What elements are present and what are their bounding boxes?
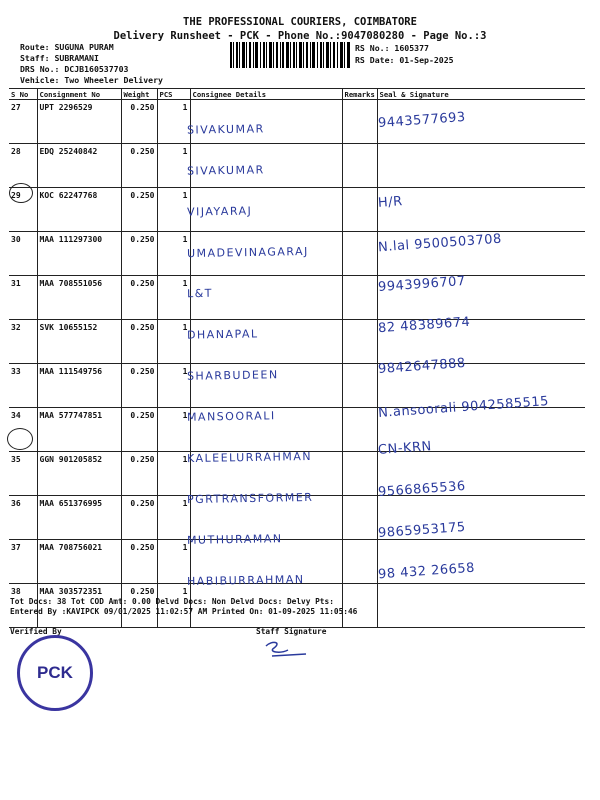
remarks-cell [342, 144, 377, 188]
pcs-cell: 1 [157, 584, 190, 628]
handwritten-signature: 9443577693 [377, 109, 467, 132]
sno-cell: 28 [9, 144, 37, 188]
remarks-cell [342, 584, 377, 628]
consignment-cell: EDQ 25240842 [37, 144, 121, 188]
weight-cell: 0.250 [121, 364, 157, 408]
sno-cell: 30 [9, 232, 37, 276]
weight-cell: 0.250 [121, 408, 157, 452]
verified-by-label: Verified By [10, 627, 62, 636]
sno-cell: 37 [9, 540, 37, 584]
remarks-cell [342, 100, 377, 144]
handwritten-consignee: SHARBUDEEN [186, 368, 279, 383]
signature-cell [377, 144, 585, 188]
col-pcs: PCS [157, 89, 190, 100]
weight-cell: 0.250 [121, 232, 157, 276]
table-row [9, 188, 585, 232]
sno-cell: 38 [9, 584, 37, 628]
consignment-cell: MAA 708551056 [37, 276, 121, 320]
consignment-cell: MAA 577747851 [37, 408, 121, 452]
handwritten-consignee: UMADEVINAGARAJ [186, 244, 309, 261]
pcs-cell: 1 [157, 320, 190, 364]
sno-circle-mark [9, 183, 33, 203]
remarks-cell [342, 232, 377, 276]
handwritten-signature: 9943996707 [377, 273, 467, 296]
consignee-cell [190, 320, 342, 364]
col-weight: Weight [121, 89, 157, 100]
table-row [9, 276, 585, 320]
sno-cell: 33 [9, 364, 37, 408]
consignment-cell: UPT 2296529 [37, 100, 121, 144]
handwritten-consignee: MANSOORALI [186, 409, 276, 424]
pck-stamp: PCK [17, 635, 93, 711]
handwritten-signature: N.ansoorali 9042585515 [377, 394, 550, 421]
vehicle-label: Vehicle: Two Wheeler Delivery [20, 75, 163, 85]
consignment-cell: MAA 111297300 [37, 232, 121, 276]
handwritten-consignee: SIVAKUMAR [186, 163, 265, 178]
drs-label: DRS No.: DCJB160537703 [20, 64, 129, 74]
handwritten-consignee: MUTHURAMAN [186, 532, 283, 547]
table-header-row [9, 89, 585, 100]
company-title: THE PROFESSIONAL COURIERS, COIMBATORE [183, 16, 417, 28]
weight-cell: 0.250 [121, 540, 157, 584]
remarks-cell [342, 320, 377, 364]
runsheet-table [9, 88, 585, 628]
staff-label: Staff: SUBRAMANI [20, 53, 99, 63]
sno-cell: 27 [9, 100, 37, 144]
handwritten-consignee: VIJAYARAJ [186, 204, 253, 219]
sno-cell: 31 [9, 276, 37, 320]
consignment-cell: MAA 303572351 [37, 584, 121, 628]
handwritten-signature: 98 432 26658 [377, 560, 476, 583]
rs-no-label: RS No.: 1605377 [355, 43, 429, 53]
barcode [230, 42, 350, 68]
table-row [9, 320, 585, 364]
handwritten-signature: 9842647888 [377, 355, 467, 378]
handwritten-signature: CN-KRN [377, 439, 433, 458]
table-row [9, 100, 585, 144]
consignment-cell: SVK 10655152 [37, 320, 121, 364]
staff-signature-label: Staff Signature [256, 627, 327, 636]
sno-cell: 29 [9, 188, 37, 232]
table-row [9, 144, 585, 188]
handwritten-signature: 82 48389674 [377, 314, 471, 337]
consignee-cell [190, 100, 342, 144]
weight-cell: 0.250 [121, 100, 157, 144]
remarks-cell [342, 188, 377, 232]
runsheet-subtitle: Delivery Runsheet - PCK - Phone No.:9047080280 - Page No.:3 [113, 30, 487, 42]
pcs-cell: 1 [157, 144, 190, 188]
sno-cell: 32 [9, 320, 37, 364]
handwritten-consignee: DHANAPAL [186, 327, 259, 342]
totals-line: Tot Docs: 38 Tot COD Amt: 0.00 Delvd Docs: Non Delvd Docs: Delvy Pts: [10, 597, 334, 606]
remarks-cell [342, 364, 377, 408]
weight-cell: 0.250 [121, 584, 157, 628]
pcs-cell: 1 [157, 408, 190, 452]
col-consignee: Consignee Details [190, 89, 342, 100]
weight-cell: 0.250 [121, 320, 157, 364]
weight-cell: 0.250 [121, 496, 157, 540]
pcs-cell: 1 [157, 188, 190, 232]
consignment-cell: KOC 62247768 [37, 188, 121, 232]
route-label: Route: SUGUNA PURAM [20, 42, 114, 52]
col-sno: S No [9, 89, 37, 100]
consignment-cell: MAA 651376995 [37, 496, 121, 540]
weight-cell: 0.250 [121, 452, 157, 496]
consignment-cell: GGN 901205852 [37, 452, 121, 496]
consignment-cell: MAA 708756021 [37, 540, 121, 584]
remarks-cell [342, 452, 377, 496]
signature-cell [377, 584, 585, 628]
handwritten-signature: 9566865536 [377, 478, 467, 501]
remarks-cell [342, 496, 377, 540]
handwritten-consignee: KALEELURRAHMAN [186, 449, 313, 466]
signature-cell [377, 188, 585, 232]
handwritten-signature: 9865953175 [377, 519, 467, 542]
handwritten-consignee: L&T [186, 286, 214, 301]
handwritten-consignee: HABIBURRAHMAN [186, 572, 305, 589]
pcs-cell: 1 [157, 232, 190, 276]
consignment-cell: MAA 111549756 [37, 364, 121, 408]
pcs-cell: 1 [157, 276, 190, 320]
sno-circle-mark [7, 428, 33, 450]
sno-cell: 34 [9, 408, 37, 452]
weight-cell: 0.250 [121, 144, 157, 188]
remarks-cell [342, 276, 377, 320]
handwritten-signature: H/R [377, 194, 404, 211]
pcs-cell: 1 [157, 364, 190, 408]
pcs-cell: 1 [157, 100, 190, 144]
table-row [9, 408, 585, 452]
entered-by-line: Entered By :KAVIPCK 09/01/2025 11:02:57 AM Printed On: 01-09-2025 11:05:46 [10, 607, 358, 616]
pcs-cell: 1 [157, 452, 190, 496]
staff-signature-scribble [262, 638, 312, 660]
sno-cell: 35 [9, 452, 37, 496]
sno-cell: 36 [9, 496, 37, 540]
remarks-cell [342, 408, 377, 452]
remarks-cell [342, 540, 377, 584]
col-consignment: Consignment No [37, 89, 121, 100]
rs-date-label: RS Date: 01-Sep-2025 [355, 55, 454, 65]
handwritten-signature: N.lal 9500503708 [377, 231, 503, 256]
pcs-cell: 1 [157, 496, 190, 540]
weight-cell: 0.250 [121, 188, 157, 232]
handwritten-consignee: SIVAKUMAR [186, 122, 265, 137]
col-remarks: Remarks [342, 89, 377, 100]
weight-cell: 0.250 [121, 276, 157, 320]
handwritten-consignee: PGRTRANSFORMER [186, 490, 314, 507]
pcs-cell: 1 [157, 540, 190, 584]
col-signature: Seal & Signature [377, 89, 585, 100]
